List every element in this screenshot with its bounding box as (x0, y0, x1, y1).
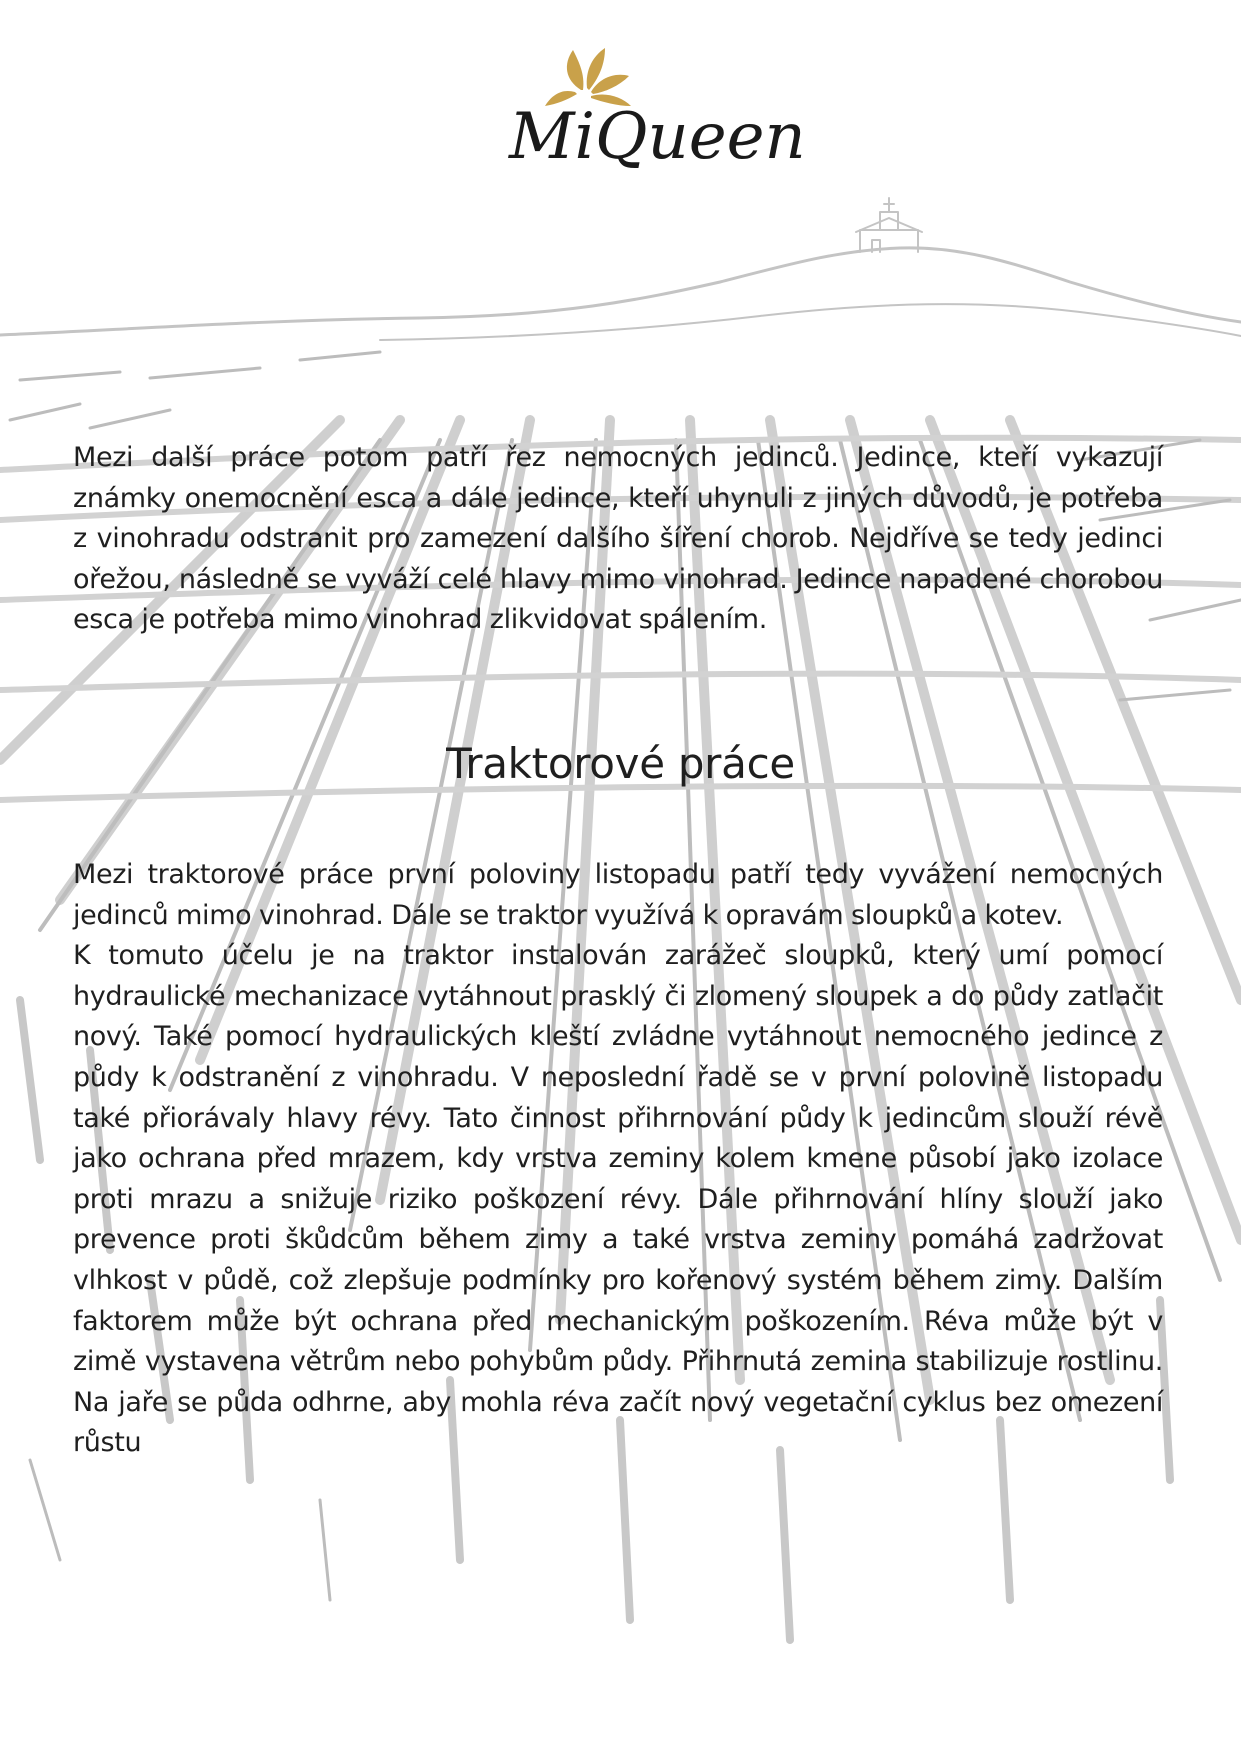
chapel-sketch (856, 198, 922, 252)
hill-outline (0, 248, 1241, 335)
section-heading: Traktorové práce (446, 739, 795, 788)
intro-section (73, 438, 1163, 641)
body-paragraph-1: Mezi traktorové práce první poloviny listopadu patří tedy vyvážení nemocných jedinců mimo vinohrad. Dále se traktor využívá k opravám sloupků a kotev. (73, 859, 1163, 931)
brand-logo (495, 40, 806, 180)
intro-paragraph: Mezi další práce potom patří řez nemocných jedinců. Jedince, kteří vykazují známky onemocnění esca a dále jedince, kteří uhynuli z jiných důvodů, je potřeba z vinohradu odstranit pro zamezení dalšího šíření chorob. Nejdříve se tedy jedinci ořežou, následně se vyváží celé hlavy mimo vinohrad. Jedince napadené chorobou esca je potřeba mimo vinohrad zlikvidovat spálením. (73, 442, 1163, 636)
logo-text: MiQueen (509, 100, 806, 174)
body-paragraph-2: K tomuto účelu je na traktor instalován zarážeč sloupků, který umí pomocí hydraulické mechanizace vytáhnout prasklý či zlomený sloupek a do půdy zatlačit nový. Také pomocí hydraulických kleští zvládne vytáhnout nemocného jedince z půdy k odstranění z vinohradu. V neposlední řadě se v první polovině listopadu také přiorávaly hlavy révy. Tato činnost přihrnování půdy k jedincům slouží révě jako ochrana před mrazem, kdy vrstva zeminy kolem kmene působí jako izolace proti mrazu a snižuje riziko poškození révy. Dále přihrnování hlíny slouží jako prevence proti škůdcům během zimy a také vrstva zeminy pomáhá zadržovat vlhkost v půdě, což zlepšuje podmínky pro kořenový systém během zimy. Dalším faktorem může být ochrana před mechanickým poškozením. Réva může být v zimě vystavena větrům nebo pohybům půdy. Přihrnutá zemina stabilizuje rostlinu. Na jaře se půda odhrne, aby mohla réva začít nový vegetační cyklus bez omezení růstu (73, 940, 1163, 1459)
hill-inner-line (380, 304, 1241, 340)
wheat-crown-icon (545, 48, 631, 106)
body-section (73, 855, 1163, 1464)
